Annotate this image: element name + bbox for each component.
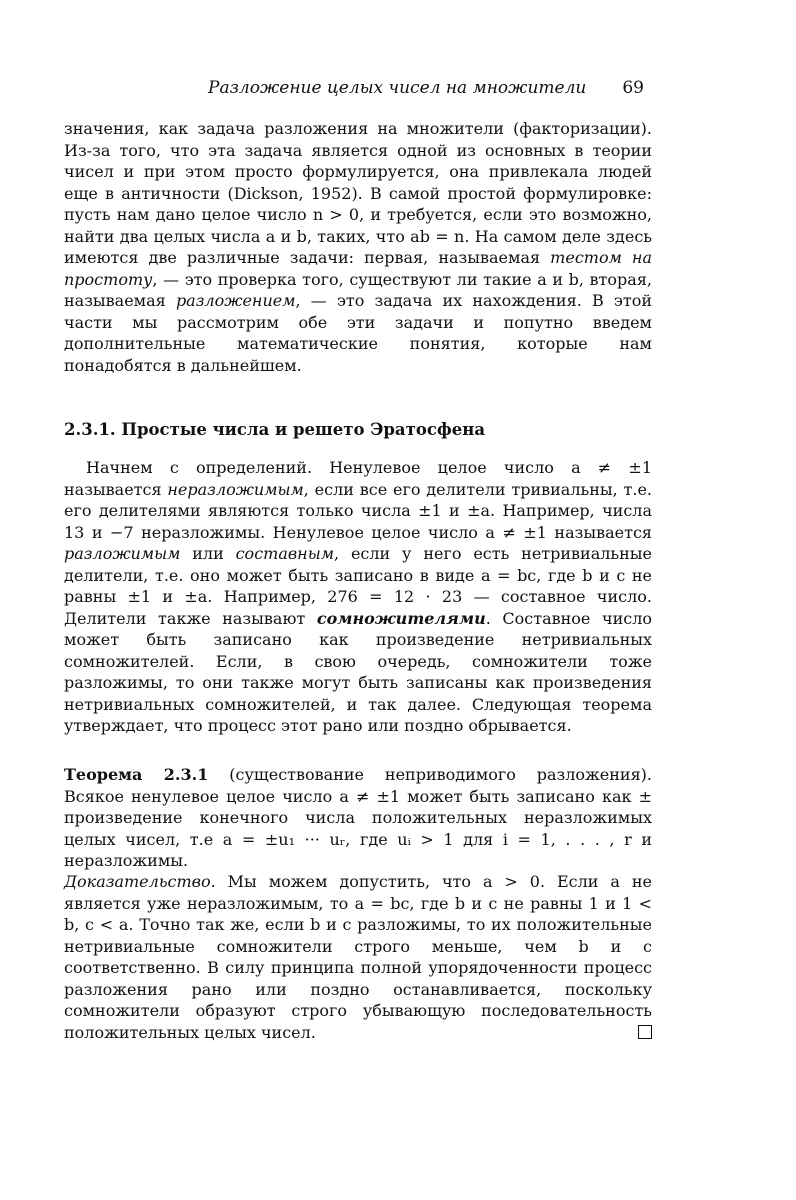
intro-paragraph [64,118,652,376]
theorem-label: Теорема 2.3.1 [64,765,209,784]
def-text-3: или [180,544,236,563]
def-text-2: , если все его делители тривиальны, т.е. его делителями являются только числа ±1 и ±a. Например, числа 13 и −7 неразложимы. Ненулевое целое число a ≠ ±1 называется [64,479,652,542]
term-reducible: разложимым [64,544,181,563]
term-irreducible: неразложимым [167,479,304,499]
def-text-5: . Составное число может быть записано как произведение нетривиальных сомножителей. Если, в свою очередь, сомножители тоже разложимы, то они также могут быть записаны как произведения нетривиальных сомножителей, и так далее. Следующая теорема утверждает, что процесс этот рано или поздно обрывается. [64,608,653,735]
intro-text-2: , — это проверка того, существуют ли такие a и b, вторая, называемая [64,269,652,310]
def-text-4: , если у него есть нетривиальные делители, т.е. оно может быть записано в виде a = bc, где b и c не равны ±1 и ±a. Например, 276 = 12 · 23 — составное число. Делители также называют [64,544,653,628]
intro-text-3: , — это задача их нахождения. В этой части мы рассмотрим обе эти задачи и попутно введем дополнительные математические понятия, которые нам понадобятся в дальнейшем. [64,291,652,375]
def-text-1: Начнем с определений. Ненулевое целое число a ≠ ±1 называется [64,458,652,499]
intro-text-1: значения, как задача разложения на множители (факторизации). Из-за того, что эта задача является одной из основных в теории чисел и при этом просто формулируется, она привлекала людей еще в античности (Dickson, 1952). В самой простой формулировке: пусть нам дано целое число n > 0, и требуется, если это возможно, найти два целых числа a и b, таких, что ab = n. На самом деле здесь имеются две различные задачи: первая, называемая [64,119,652,267]
theorem-block [64,764,652,872]
definitions-paragraph [64,457,652,737]
proof-text: Мы можем допустить, что a > 0. Если a не является уже неразложимым, то a = bc, где b и c не равны 1 и 1 < b, c < a. Точно так же, если b и c разложимы, то их положительные нетривиальные сомножители строго меньше, чем b и c соответственно. В силу принципа полной упорядоченности процесс разложения рано или поздно останавливается, поскольку сомножители образуют строго убывающую последовательность положительных целых чисел. [64,872,652,1042]
page-header [64,78,644,98]
term-primality-test: тестом на простоту [64,248,653,289]
qed-square-icon [638,1025,652,1039]
term-factorization: разложением [175,291,296,310]
proof-block [64,871,652,1043]
term-factors: сомножителями [316,608,486,628]
section-title: 2.3.1. Простые числа и решето Эратосфена [64,420,486,439]
proof-label: Доказательство. [64,872,216,891]
theorem-text: (существование неприводимого разложения). Всякое ненулевое целое число a ≠ ±1 может быть записано как ± произведение конечного числа положительных неразложимых целых чисел, т.е a = ±u₁ ··· uᵣ, где uᵢ > 1 для i = 1, . . . , r и неразложимы. [64,765,652,870]
running-title: Разложение целых чисел на множители [208,78,587,98]
page-number: 69 [622,78,644,98]
term-composite: составным [235,544,335,563]
